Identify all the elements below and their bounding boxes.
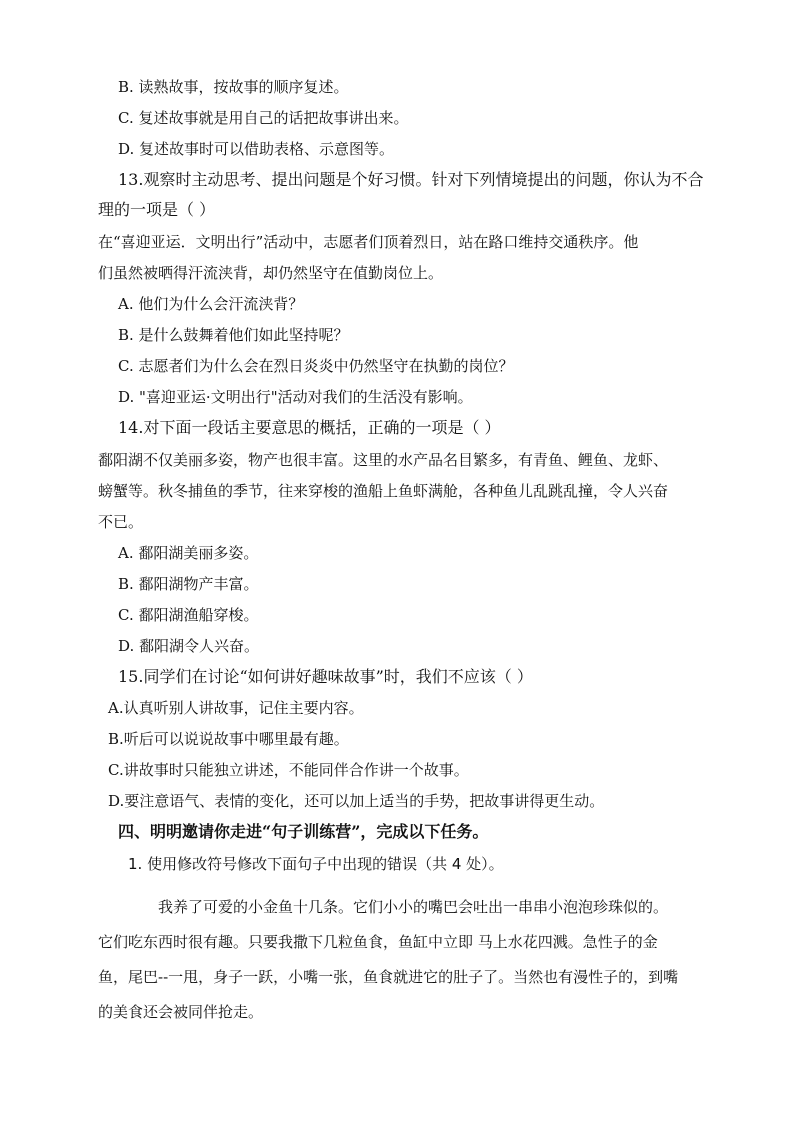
exercise-passage-line-3: 鱼，尾巴--一甩，身子一跃，小嘴一张，鱼食就进它的肚子了。当然也有漫性子的，到嘴 [98,968,679,986]
option-c-retell: C. 复述故事就是用自己的话把故事讲出来。 [118,109,409,127]
question-13-option-c: C. 志愿者们为什么会在烈日炎炎中仍然坚守在执勤的岗位？ [118,357,514,375]
exercise-passage-line-1: 我养了可爱的小金鱼十几条。它们小小的嘴巴会吐出一串串小泡泡珍珠似的。 [158,898,669,916]
question-14-option-d: D. 鄱阳湖令人兴奋。 [118,637,260,655]
question-13-stem: 13.观察时主动思考、提出问题是个好习惯。针对下列情境提出的问题，你认为不合 [118,170,704,189]
question-13-option-d: D. "喜迎亚运·文明出行"活动对我们的生活没有影响。 [118,388,473,406]
exercise-passage-line-4: 的美食还会被同伴抢走。 [98,1003,264,1021]
question-15-option-b: B.听后可以说说故事中哪里最有趣。 [108,730,349,748]
question-14-passage-cont: 螃蟹等。秋冬捕鱼的季节，往来穿梭的渔船上鱼虾满舱，各种鱼儿乱跳乱撞，令人兴奋 [98,482,669,500]
question-13-option-a: A. 他们为什么会汗流浃背？ [118,295,304,313]
question-15-stem: 15.同学们在讨论“如何讲好趣味故事”时，我们不应该（ ） [118,667,533,686]
question-15-option-a: A.认真听别人讲故事，记住主要内容。 [108,699,364,717]
question-14-stem: 14.对下面一段话主要意思的概括，正确的一项是（ ） [118,418,501,437]
question-15-option-c: C.讲故事时只能独立讲述，不能同伴合作讲一个故事。 [108,761,469,779]
question-13-passage-cont: 们虽然被晒得汗流浃背，却仍然坚守在值勤岗位上。 [98,264,444,282]
question-14-option-c: C. 鄱阳湖渔船穿梭。 [118,606,259,624]
option-b-retell: B. 读熟故事，按故事的顺序复述。 [118,78,349,96]
question-13-stem-cont: 理的一项是（ ） [98,200,216,219]
question-14-passage: 鄱阳湖不仅美丽多姿，物产也很丰富。这里的水产品名目繁多，有青鱼、鲤鱼、龙虾、 [98,451,669,469]
question-14-passage-end: 不已。 [98,513,144,531]
option-d-retell: D. 复述故事时可以借助表格、示意图等。 [118,140,395,158]
question-15-option-d: D.要注意语气、表情的变化，还可以加上适当的手势，把故事讲得更生动。 [108,792,605,810]
task-1-instruction: 1. 使用修改符号修改下面句子中出现的错误（共 4 处）。 [128,855,504,873]
section-4-heading: 四、明明邀请你走进“句子训练营”，完成以下任务。 [118,822,489,841]
question-13-option-b: B. 是什么鼓舞着他们如此坚持呢？ [118,326,349,344]
exercise-passage-line-2: 它们吃东西时很有趣。只要我撒下几粒鱼食，鱼缸中立即 马上水花四溅。急性子的金 [98,933,658,951]
question-14-option-b: B. 鄱阳湖物产丰富。 [118,575,259,593]
question-13-passage: 在“喜迎亚运．文明出行”活动中，志愿者们顶着烈日，站在路口维持交通秩序。他 [98,233,639,251]
question-14-option-a: A. 鄱阳湖美丽多姿。 [118,544,259,562]
